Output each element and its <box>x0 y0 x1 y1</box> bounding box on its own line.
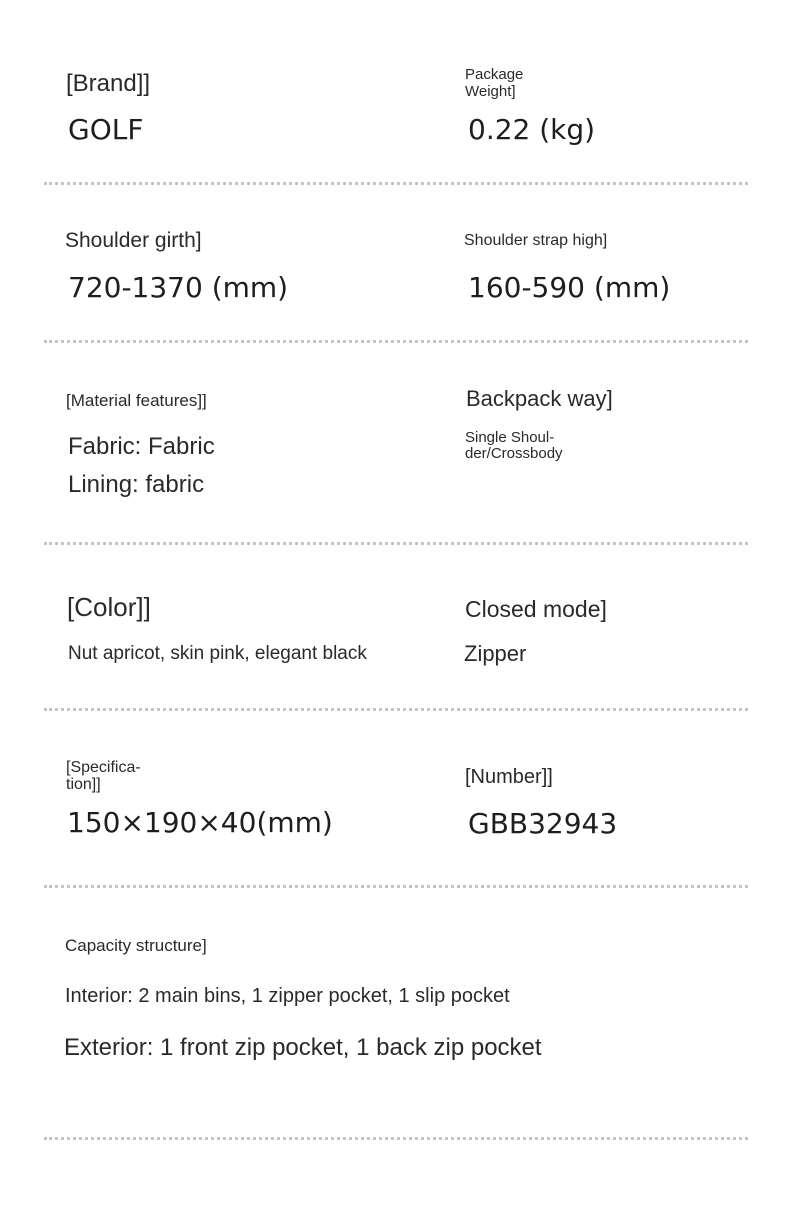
backpack-way-label: Backpack way] <box>466 386 613 411</box>
material-features-label: [Material features]] <box>66 391 207 410</box>
capacity-interior: Interior: 2 main bins, 1 zipper pocket, 1 slip pocket <box>65 985 510 1007</box>
material-fabric: Fabric: Fabric <box>68 433 215 460</box>
color-label: [Color]] <box>67 592 151 622</box>
color-value: Nut apricot, skin pink, elegant black <box>68 643 367 664</box>
divider <box>44 708 748 711</box>
material-lining: Lining: fabric <box>68 471 205 498</box>
backpack-way-value-line2: der/Crossbody <box>465 445 563 462</box>
specification-label-line1: [Specifica- <box>66 759 141 776</box>
capacity-structure-label: Capacity structure] <box>65 936 207 955</box>
shoulder-girth-label: Shoulder girth] <box>65 229 202 252</box>
number-value: GBB32943 <box>468 807 618 840</box>
shoulder-strap-high-label: Shoulder strap high] <box>464 232 608 249</box>
divider <box>44 340 748 343</box>
package-weight-label-line1: Package <box>465 66 524 83</box>
package-weight-label-line2: Weight] <box>465 83 516 100</box>
number-label: [Number]] <box>465 766 553 788</box>
divider <box>44 1137 748 1140</box>
shoulder-girth-value: 720-1370 (mm) <box>68 271 289 304</box>
divider <box>44 885 748 888</box>
shoulder-strap-high-value: 160-590 (mm) <box>468 271 671 304</box>
closed-mode-value: Zipper <box>464 641 527 666</box>
brand-value: GOLF <box>68 113 144 146</box>
capacity-exterior: Exterior: 1 front zip pocket, 1 back zip pocket <box>64 1034 542 1061</box>
closed-mode-label: Closed mode] <box>465 596 607 622</box>
divider <box>44 182 748 185</box>
divider <box>44 542 748 545</box>
specification-label-line2: tion]] <box>66 776 101 793</box>
brand-label: [Brand]] <box>66 70 151 97</box>
specification-value: 150×190×40(mm) <box>67 806 333 839</box>
package-weight-value: 0.22 (kg) <box>468 113 596 146</box>
backpack-way-value-line1: Single Shoul- <box>465 429 555 446</box>
